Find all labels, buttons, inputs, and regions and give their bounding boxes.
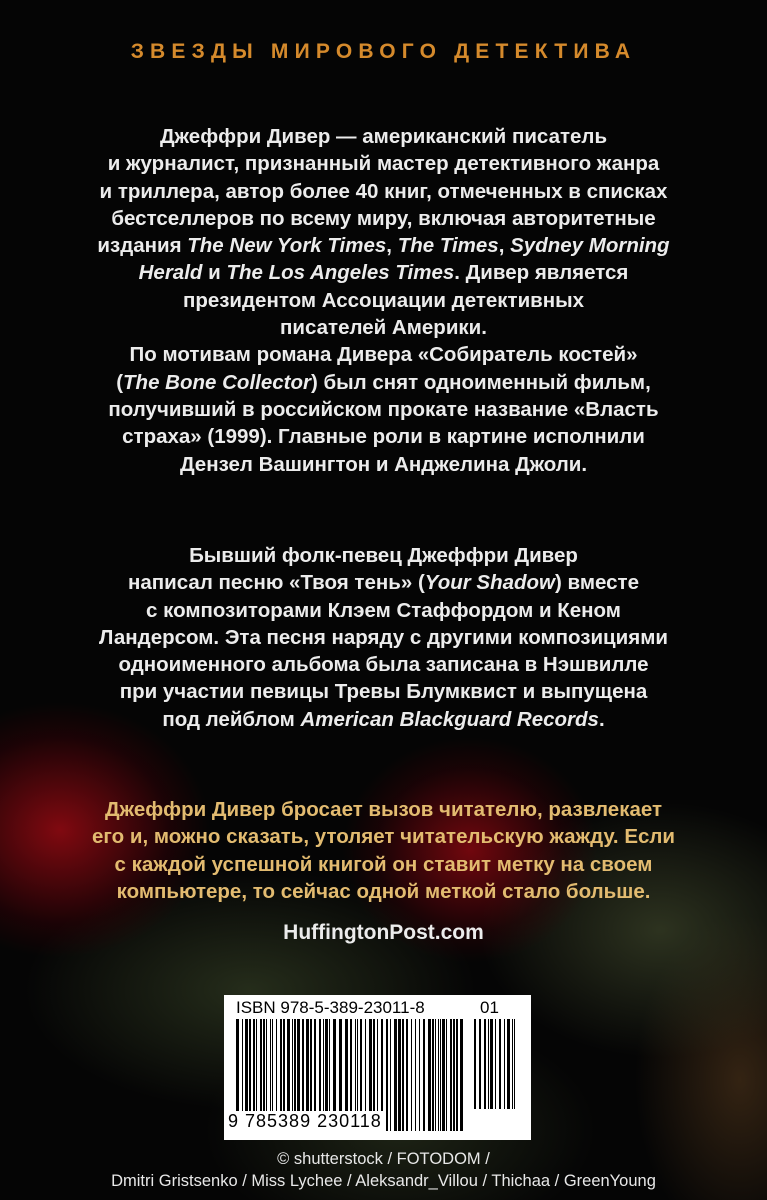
barcode-addon-bars [474,1019,518,1109]
isbn-addon-text: 01 [480,998,499,1017]
publication-nyt: The New York Times [187,234,387,258]
quote-source: HuffingtonPost.com [283,921,484,944]
publication-lat: The Los Angeles Times [226,261,455,285]
song-paragraph: Бывший фолк-певец Джеффри Дивер написал песню «Твоя тень» (Your Shadow) вместе с композиторами Клэем Стаффордом и Кеном Ландерсом. Эта песня наряду с другими композициями одноименного альбома была записана в Нэшвилле при участии певицы Тревы Блумквист и выпущена под лейблом American Blackguard Records. [99,544,668,731]
isbn-barcode [224,995,531,1140]
isbn-text: ISBN 978-5-389-23011-8 [236,998,425,1017]
record-label: American Blackguard Records [300,707,599,731]
photo-credit-line-1: © shutterstock / FOTODOM / [277,1150,490,1168]
series-title: ЗВЕЗДЫ МИРОВОГО ДЕТЕКТИВА [130,40,637,63]
film-title: The Bone Collector [123,370,311,394]
author-bio: Джеффри Дивер — американский писатель и журналист, признанный мастер детективного жанра и триллера, автор более 40 книг, отмеченных в списках бестселлеров по всему миру, включая авторитетные издания The New York Times, The Times, Sydney Morning Herald и The Los Angeles Times. Дивер является президентом Ассоциации детективных писателей Америки. По мотивам романа Дивера «Собиратель костей» (The Bone Collector) был снят одноименный фильм, получивший в российском прокате название «Власть страха» (1999). Главные роли в картине исполнили Дензел Вашингтон и Анджелина Джоли. [97,125,670,476]
song-title: Your Shadow [424,571,555,595]
publication-times: The Times [397,234,499,258]
press-quote: Джеффри Дивер бросает вызов читателю, развлекает его и, можно сказать, утоляет читательскую жажду. Если с каждой успешной книгой он ставит метку на своем компьютере, то сейчас одной меткой стало больше. [91,798,676,903]
publication-smh: Sydney Morning [510,234,670,258]
barcode-number: 9 785389 230118 [228,1111,382,1131]
photo-credit-line-2: Dmitri Gristsenko / Miss Lychee / Aleksandr_Villou / Thichaa / GreenYoung [111,1172,656,1190]
